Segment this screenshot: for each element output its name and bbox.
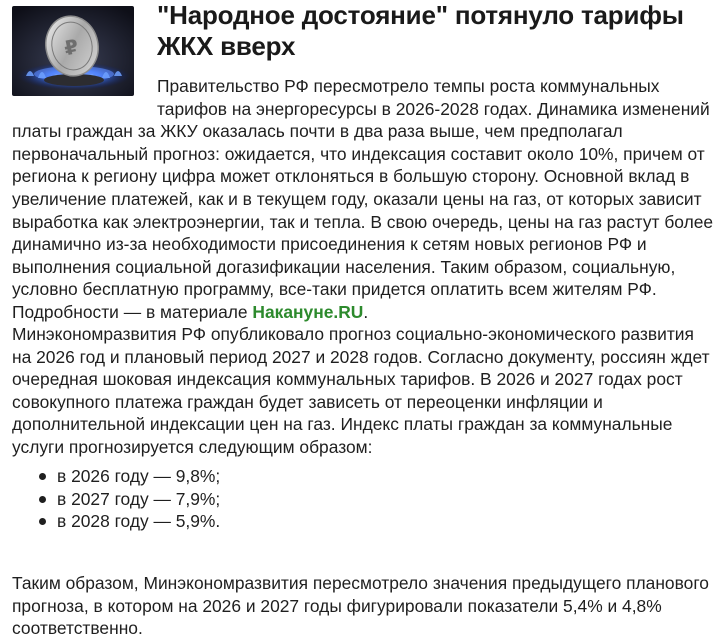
paragraph-1-end: .	[363, 301, 369, 322]
list-item: в 2026 году — 9,8%;	[12, 465, 220, 488]
paragraph-1-text: Правительство РФ пересмотрело темпы роста коммунальных тарифов на энергоресурсы в 2026-2028 годах. Динамика изменений платы граждан за ЖКУ оказалась почти в два раза выше, чем предполагал первоначальный прогноз: ожидается, что индексация составит около 10%, причем от региона к региону цифра может отклоняться в большую сторону. Основной вклад в увеличение платежей, как и в текущем году, оказали цены на газ, от которых зависит выработка как электроэнергии, так и тепла. В свою очередь, цены на газ растут более динамично из-за необходимости присоединения к сетям новых регионов РФ и выполнения социальной догазификации населения. Таким образом, социальную, условно бесплатную программу, все-таки придется оплатить всем жителям РФ. Подробности — в материале	[12, 76, 714, 322]
bullet-icon	[39, 496, 46, 503]
bullet-icon	[39, 473, 46, 480]
paragraph-3: Таким образом, Минэкономразвития пересмотрело значения предыдущего планового прогноза, в котором на 2026 и 2027 годы фигурировали показатели 5,4% и 4,8% соответственно.	[12, 573, 709, 639]
source-link[interactable]: Накануне.RU	[252, 301, 364, 322]
article-body	[12, 0, 716, 639]
svg-text:₽: ₽	[61, 34, 81, 61]
bullet-icon	[39, 518, 46, 525]
article-title: "Народное достояние" потянуло тарифы ЖКХ вверх	[157, 0, 684, 61]
list-item: в 2027 году — 7,9%;	[12, 488, 220, 511]
paragraph-2: Минэкономразвития РФ опубликовало прогноз социально-экономического развития на 2026 год и плановый период 2027 и 2028 годов. Согласно документу, россиян ждет очередная шоковая индексация коммунальных тарифов. В 2026 и 2027 годах рост совокупного платежа граждан будет зависеть от переоценки инфляции и дополнительной индексации цен на газ. Индекс платы граждан за коммунальные услуги прогнозируется следующим образом:	[12, 324, 710, 457]
forecast-list	[12, 465, 220, 533]
paragraph-1	[12, 0, 716, 324]
list-item: в 2028 году — 5,9%.	[12, 510, 220, 533]
